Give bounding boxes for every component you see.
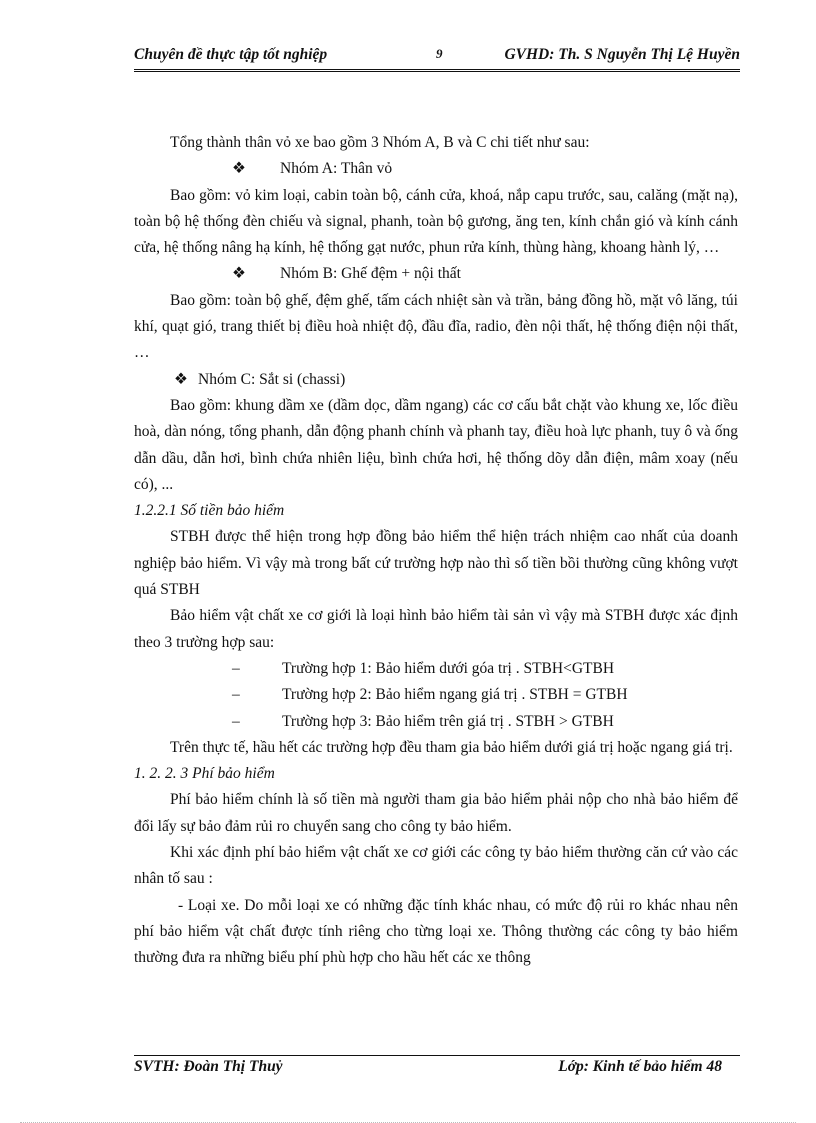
group-b-title: Nhóm B: Ghế đệm + nội thất — [280, 265, 461, 283]
diamond-bullet-icon: ❖ — [232, 160, 246, 178]
dash-bullet: – — [232, 659, 240, 677]
sum-insured-paragraph-3: Trên thực tế, hầu hết các trường hợp đều tham gia bảo hiểm dưới giá trị hoặc ngang giá trị. — [170, 738, 733, 756]
premium-paragraph-2: Khi xác định phí bảo hiểm vật chất xe cơ giới các công ty bảo hiểm thường căn cứ vào các nhân tố sau : — [134, 844, 738, 888]
footer-divider — [134, 1055, 740, 1056]
document-body — [134, 130, 738, 972]
premium-paragraph-3: - Loại xe. Do mỗi loại xe có những đặc tính khác nhau, có mức độ rủi ro khác nhau nên phí bảo hiểm vật chất được tính riêng cho từng loại xe. Thông thường các công ty bảo hiểm thường đưa ra những biểu phí phù hợp cho hầu hết các xe thông — [134, 896, 738, 967]
diamond-bullet-icon: ❖ — [174, 370, 188, 388]
page-footer — [134, 1058, 740, 1082]
dash-bullet: – — [232, 686, 240, 704]
group-b-paragraph: Bao gồm: toàn bộ ghế, đệm ghế, tấm cách nhiệt sàn và trần, bảng đồng hồ, mặt vô lăng, túi khí, quạt gió, trang thiết bị điều hoà nhiệt độ, đầu đĩa, radio, đèn nội thất, hệ thống điện nội thất, … — [134, 291, 738, 362]
header-title: Chuyên đề thực tập tốt nghiệp — [134, 46, 328, 63]
case-item — [134, 709, 738, 735]
group-a-title: Nhóm A: Thân vỏ — [280, 160, 393, 178]
header-advisor: GVHD: Th. S Nguyễn Thị Lệ Huyền — [504, 46, 740, 63]
section-heading-premium: 1. 2. 2. 3 Phí bảo hiểm — [134, 765, 275, 783]
group-c-heading — [134, 367, 738, 393]
page-number: 9 — [436, 46, 443, 61]
sum-insured-paragraph-1: STBH được thể hiện trong hợp đồng bảo hiểm thể hiện trách nhiệm cao nhất của doanh nghiệp bảo hiểm. Vì vậy mà trong bất cứ trường hợp nào thì số tiền bồi thường cũng không vượt quá STBH — [134, 528, 738, 599]
case-text: Trường hợp 1: Bảo hiểm dưới góa trị . STBH<GTBH — [282, 659, 615, 677]
group-b-heading — [134, 261, 738, 287]
group-c-paragraph: Bao gồm: khung dầm xe (dầm dọc, dầm ngang) các cơ cấu bắt chặt vào khung xe, lốc điều hoà, dàn nóng, tổng phanh, dẫn động phanh chính và phanh tay, điều hoà lực phanh, tuy ô và ống dẫn dầu, dẫn hơi, bình chứa nhiên liệu, bình chứa hơi, hệ thống dõy dẫn điện, mâm xoay (nếu có), ... — [134, 396, 738, 493]
premium-paragraph-1: Phí bảo hiểm chính là số tiền mà người tham gia bảo hiểm phải nộp cho nhà bảo hiểm để đổi lấy sự bảo đảm rủi ro chuyển sang cho công ty bảo hiểm. — [134, 791, 738, 835]
diamond-bullet-icon: ❖ — [232, 265, 246, 283]
group-a-heading — [134, 156, 738, 182]
case-item — [134, 656, 738, 682]
case-text: Trường hợp 2: Bảo hiểm ngang giá trị . STBH = GTBH — [282, 686, 628, 704]
section-heading-sum-insured: 1.2.2.1 Số tiền bảo hiểm — [134, 502, 285, 520]
case-text: Trường hợp 3: Bảo hiểm trên giá trị . STBH > GTBH — [282, 712, 614, 730]
footer-student: SVTH: Đoàn Thị Thuỷ — [134, 1058, 283, 1075]
group-c-title: Nhóm C: Sắt si (chassi) — [198, 370, 346, 388]
intro-paragraph: Tổng thành thân vỏ xe bao gồm 3 Nhóm A, B và C chi tiết như sau: — [170, 134, 590, 151]
dash-bullet: – — [232, 712, 240, 730]
page-header — [134, 44, 740, 68]
group-a-paragraph: Bao gồm: vỏ kim loại, cabin toàn bộ, cánh cửa, khoá, nắp capu trước, sau, calăng (mặt nạ), toàn bộ hệ thống đèn chiếu và signal, phanh, toàn bộ gương, ăng ten, kính chắn gió và kính cánh cửa, hệ thống nâng hạ kính, hệ thống gạt nước, phun rửa kính, thùng hàng, khoang hành lý, … — [134, 186, 738, 257]
case-item — [134, 682, 738, 708]
sum-insured-paragraph-2: Bảo hiểm vật chất xe cơ giới là loại hình bảo hiểm tài sản vì vậy mà STBH được xác định theo 3 trường hợp sau: — [134, 607, 738, 651]
footer-class: Lớp: Kinh tế bảo hiểm 48 — [558, 1058, 722, 1075]
header-divider — [134, 69, 740, 72]
